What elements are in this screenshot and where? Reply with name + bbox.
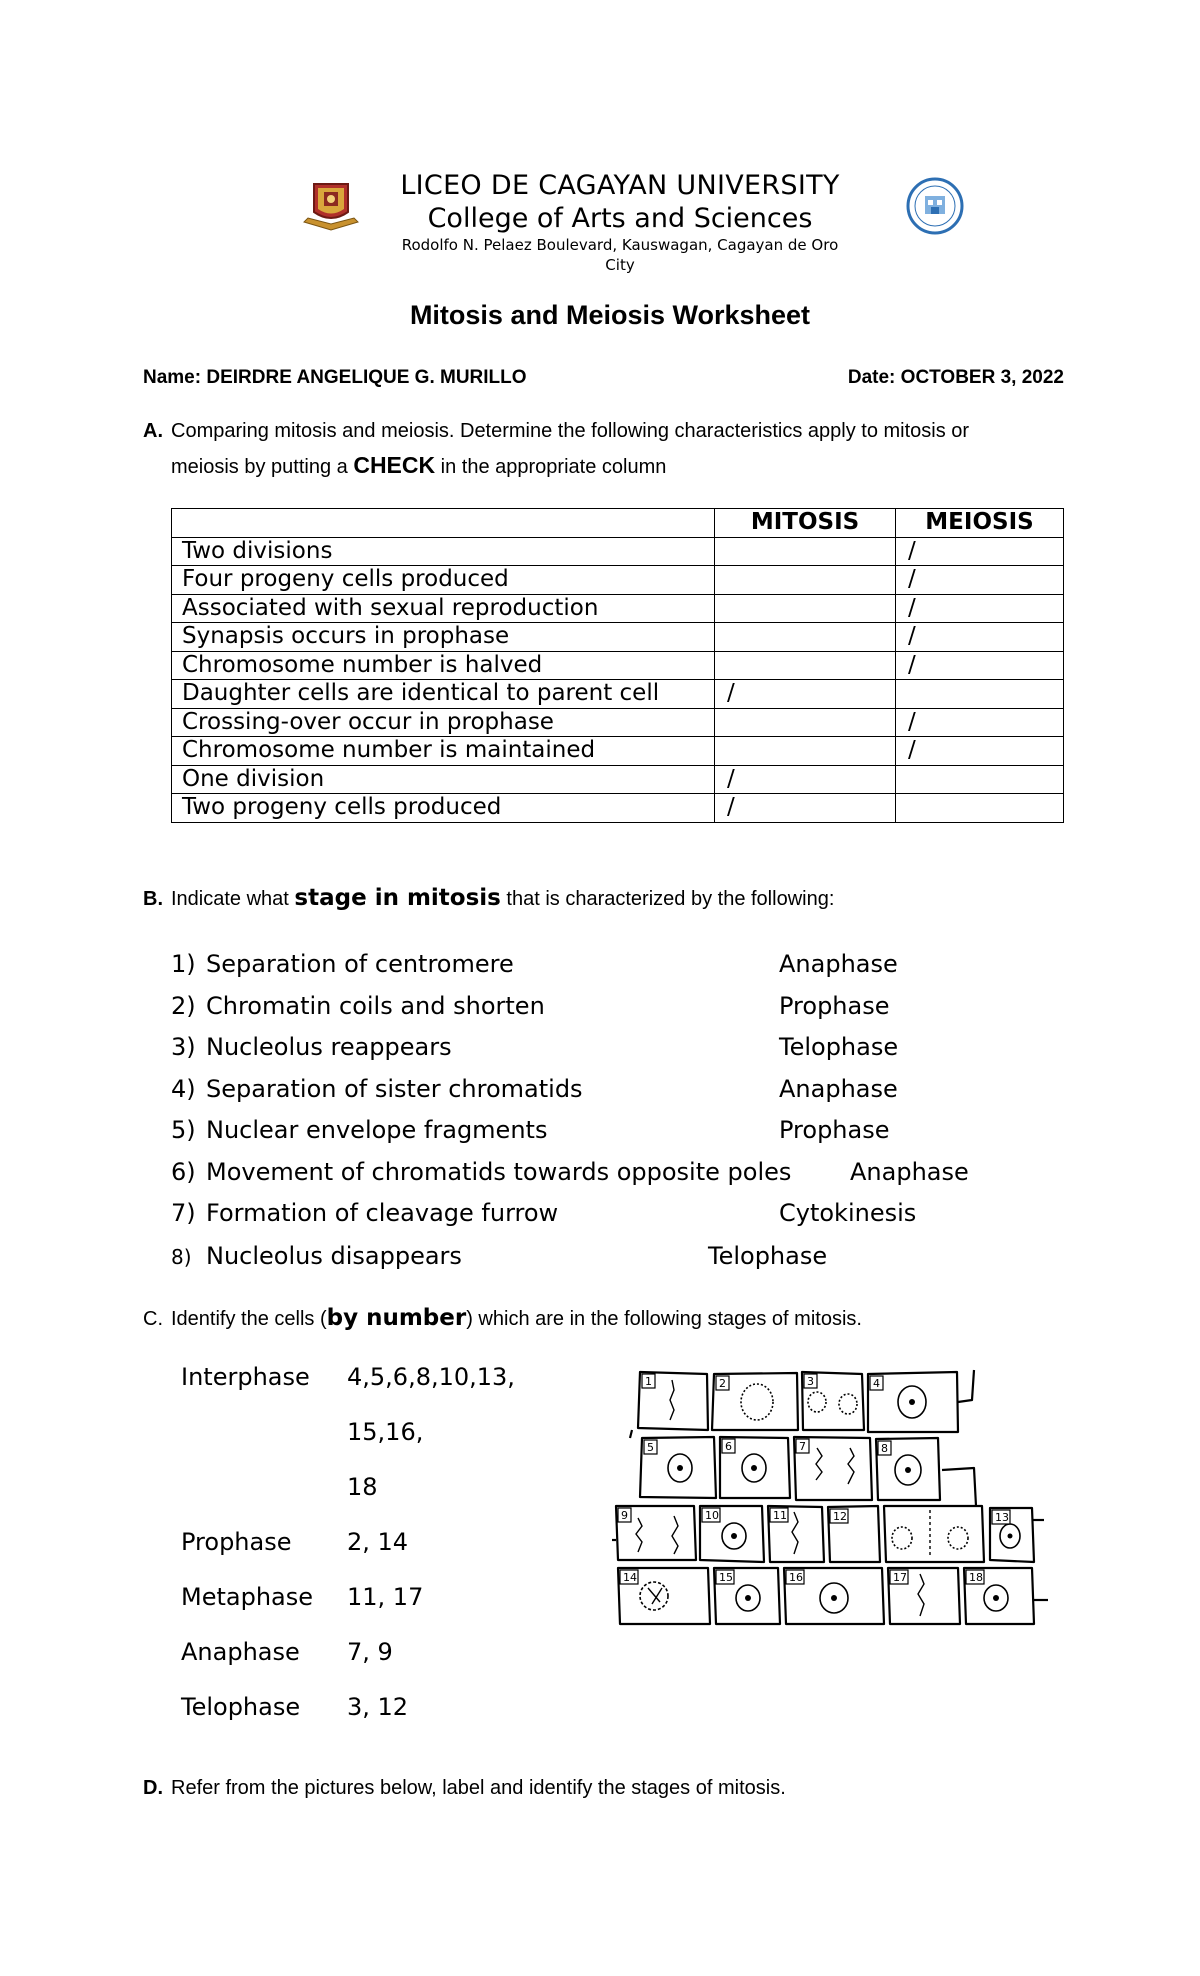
table-header-blank (172, 509, 715, 538)
section-b-text-after: that is characterized by the following: (500, 888, 835, 910)
mitosis-check-cell (715, 566, 896, 595)
list-item-number: 4) (171, 1075, 196, 1103)
section-b-instructions (171, 885, 834, 911)
section-c-text-after: ) which are in the following stages of mitosis. (466, 1308, 862, 1330)
stage-prophase-cells: 2, 14 (347, 1528, 409, 1556)
section-c-emphasis: by number (326, 1305, 467, 1331)
characteristic-cell: Two divisions (172, 537, 715, 566)
stage-metaphase-cells: 11, 17 (347, 1583, 424, 1611)
university-name: LICEO DE CAGAYAN UNIVERSITY (400, 170, 840, 201)
list-item-number: 3) (171, 1033, 196, 1061)
worksheet-date: Date: OCTOBER 3, 2022 (847, 367, 1064, 388)
stage-interphase-cells-3: 18 (347, 1473, 378, 1501)
onion-root-cells-diagram (612, 1360, 1052, 1630)
student-name: Name: DEIRDRE ANGELIQUE G. MURILLO (143, 367, 527, 388)
university-logo-right (905, 176, 965, 236)
list-item-answer: Anaphase (850, 1158, 969, 1186)
section-c-text-before: Identify the cells ( (171, 1308, 327, 1330)
section-a-letter: A. (143, 420, 163, 442)
table-row (172, 566, 1064, 595)
meiosis-check-cell: / (896, 566, 1064, 595)
section-d-letter: D. (143, 1777, 163, 1799)
section-b-letter: B. (143, 888, 163, 910)
page-title: Mitosis and Meiosis Worksheet (409, 300, 811, 330)
list-item-text: Nuclear envelope fragments (206, 1116, 548, 1144)
table-row (172, 537, 1064, 566)
college-name: College of Arts and Sciences (427, 203, 813, 234)
cell-number-label: 9 (621, 1509, 628, 1522)
cell-number-label: 15 (719, 1571, 733, 1584)
stage-anaphase-label: Anaphase (181, 1638, 300, 1666)
mitosis-check-cell (715, 594, 896, 623)
table-row (172, 737, 1064, 766)
mitosis-check-cell (715, 651, 896, 680)
characteristic-cell: Four progeny cells produced (172, 566, 715, 595)
cell-number-label: 7 (799, 1440, 806, 1453)
table-row (172, 765, 1064, 794)
stage-interphase-cells-2: 15,16, (347, 1418, 424, 1446)
cell-number-label: 3 (807, 1375, 814, 1388)
list-item-answer: Prophase (779, 1116, 890, 1144)
cells-svg (612, 1360, 1052, 1630)
stage-telophase-cells: 3, 12 (347, 1693, 409, 1721)
table-row (172, 708, 1064, 737)
meiosis-check-cell: / (896, 708, 1064, 737)
list-item-text: Movement of chromatids towards opposite poles (206, 1158, 792, 1186)
mitosis-check-cell (715, 537, 896, 566)
list-item-text: Nucleolus disappears (206, 1242, 462, 1270)
list-item-answer: Anaphase (779, 1075, 898, 1103)
meiosis-check-cell: / (896, 651, 1064, 680)
section-b-emphasis: stage in mitosis (294, 885, 501, 911)
characteristic-cell: Synapsis occurs in prophase (172, 623, 715, 652)
list-item-number: 8) (171, 1245, 192, 1269)
table-header-row (172, 509, 1064, 538)
stage-prophase-label: Prophase (181, 1528, 292, 1556)
mitosis-check-cell (715, 623, 896, 652)
section-a-text-after: in the appropriate column (435, 456, 667, 478)
list-item-number: 2) (171, 992, 196, 1020)
mitosis-check-cell: / (715, 794, 896, 823)
section-b-text-before: Indicate what (171, 888, 295, 910)
stage-telophase-label: Telophase (181, 1693, 301, 1721)
list-item-number: 7) (171, 1199, 196, 1227)
table-row (172, 680, 1064, 709)
stage-anaphase-cells: 7, 9 (347, 1638, 393, 1666)
list-item-text: Formation of cleavage furrow (206, 1199, 559, 1227)
characteristic-cell: One division (172, 765, 715, 794)
mitosis-meiosis-table (171, 508, 1064, 823)
meiosis-check-cell: / (896, 623, 1064, 652)
cell-number-label: 18 (969, 1571, 983, 1584)
mitosis-check-cell: / (715, 680, 896, 709)
table-row (172, 623, 1064, 652)
cell-number-label: 13 (995, 1511, 1009, 1524)
cell-number-label: 6 (725, 1440, 732, 1453)
section-c-instructions (171, 1305, 862, 1331)
table-header-mitosis: MITOSIS (715, 509, 896, 538)
section-c-letter: C. (143, 1308, 163, 1330)
mitosis-check-cell (715, 708, 896, 737)
list-item-answer: Anaphase (779, 950, 898, 978)
list-item-text: Separation of sister chromatids (206, 1075, 583, 1103)
section-a-emphasis: CHECK (353, 452, 436, 478)
address-line-1: Rodolfo N. Pelaez Boulevard, Kauswagan, Cagayan de Oro (401, 236, 839, 254)
meiosis-check-cell: / (896, 594, 1064, 623)
table-row (172, 651, 1064, 680)
list-item-number: 5) (171, 1116, 196, 1144)
section-d-instructions: Refer from the pictures below, label and identify the stages of mitosis. (171, 1777, 786, 1799)
cell-number-label: 11 (773, 1509, 787, 1522)
meiosis-check-cell (896, 794, 1064, 823)
list-item-answer: Cytokinesis (779, 1199, 917, 1227)
stage-interphase-label: Interphase (181, 1363, 310, 1391)
cell-number-label: 16 (789, 1571, 803, 1584)
characteristic-cell: Associated with sexual reproduction (172, 594, 715, 623)
list-item-number: 6) (171, 1158, 196, 1186)
characteristic-cell: Chromosome number is halved (172, 651, 715, 680)
mitosis-check-cell: / (715, 765, 896, 794)
cell-number-label: 10 (705, 1509, 719, 1522)
cell-number-label: 1 (645, 1375, 652, 1388)
list-item-answer: Prophase (779, 992, 890, 1020)
cell-number-label: 17 (893, 1571, 907, 1584)
cell-number-label: 5 (647, 1441, 654, 1454)
meiosis-check-cell: / (896, 537, 1064, 566)
list-item-text: Nucleolus reappears (206, 1033, 452, 1061)
list-item-text: Chromatin coils and shorten (206, 992, 545, 1020)
meiosis-check-cell (896, 680, 1064, 709)
address-line-2: City (605, 256, 635, 274)
characteristic-cell: Daughter cells are identical to parent cell (172, 680, 715, 709)
section-a-text-before: meiosis by putting a (171, 456, 354, 478)
table-header-meiosis: MEIOSIS (896, 509, 1064, 538)
characteristic-cell: Two progeny cells produced (172, 794, 715, 823)
list-item-answer: Telophase (708, 1242, 828, 1270)
meiosis-check-cell: / (896, 737, 1064, 766)
cell-number-label: 14 (623, 1571, 637, 1584)
section-a-instructions-line1: Comparing mitosis and meiosis. Determine the following characteristics apply to mitosis or (171, 420, 970, 442)
list-item-text: Separation of centromere (206, 950, 514, 978)
meiosis-check-cell (896, 765, 1064, 794)
list-item-number: 1) (171, 950, 196, 978)
stage-metaphase-label: Metaphase (181, 1583, 314, 1611)
table-row (172, 794, 1064, 823)
cell-number-label: 8 (881, 1442, 888, 1455)
mitosis-check-cell (715, 737, 896, 766)
cell-number-label: 4 (873, 1377, 880, 1390)
cell-number-label: 2 (719, 1377, 726, 1390)
stage-interphase-cells-1: 4,5,6,8,10,13, (347, 1363, 515, 1391)
table-row (172, 594, 1064, 623)
characteristic-cell: Chromosome number is maintained (172, 737, 715, 766)
list-item-answer: Telophase (779, 1033, 899, 1061)
section-a-instructions-line2 (171, 452, 666, 479)
cell-number-label: 12 (833, 1510, 847, 1523)
university-logo-left (300, 178, 362, 234)
characteristic-cell: Crossing-over occur in prophase (172, 708, 715, 737)
